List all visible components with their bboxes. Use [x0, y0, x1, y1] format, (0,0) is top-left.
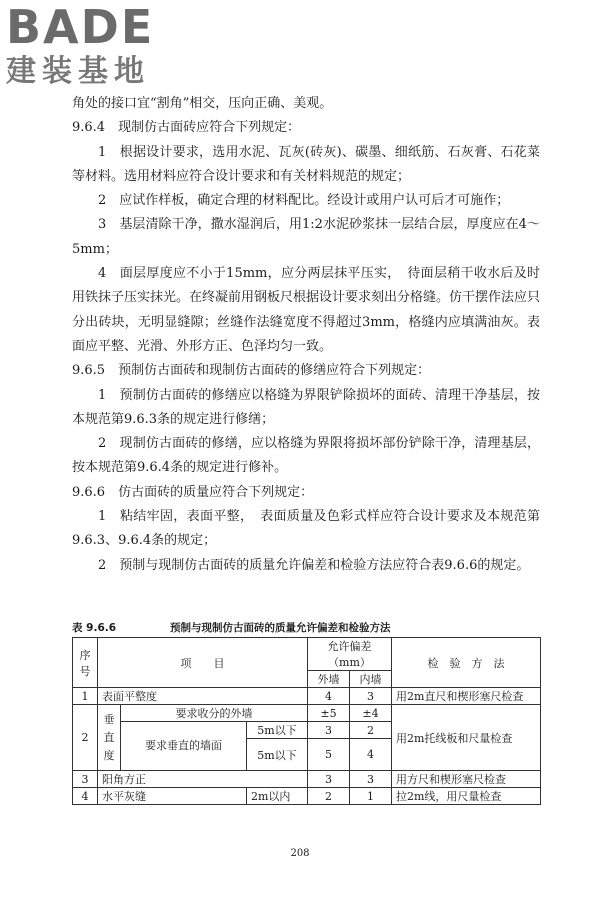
cell-range: 5m以下 [247, 722, 308, 739]
table-header-row [73, 638, 541, 671]
paragraph: 2 应试作样板，确定合理的材料配比。经设计或用户认可后才可施作； [98, 193, 510, 209]
header-seq: 序号 [73, 638, 98, 688]
cell-qualifier: 2m以内 [247, 788, 308, 805]
paragraph: 1 根据设计要求，选用水泥、瓦灰(砖灰)、碳墨、细纸筋、石灰膏、石花菜等材料。选用材料应符合设计要求和有关材料规范的规定； [72, 144, 540, 184]
header-inner: 内墙 [350, 671, 392, 688]
cell-seq: 4 [73, 788, 98, 805]
logo-wordmark: BADE [6, 0, 155, 54]
table-row [73, 771, 541, 788]
cell-item: 要求垂直的墙面 [121, 722, 247, 771]
header-method: 检 验 方 法 [392, 638, 541, 688]
header-tolerance: 允许偏差（mm） [308, 638, 392, 671]
cell-method: 用方尺和楔形塞尺检查 [392, 771, 541, 788]
cell-outer: 5 [308, 739, 350, 771]
cell-outer: 3 [308, 771, 350, 788]
cell-outer: 3 [308, 722, 350, 739]
paragraph: 1 粘结牢固，表面平整， 表面质量及色彩式样应符合设计要求及本规范第9.6.3、9.6.4条的规定； [72, 509, 540, 549]
section-heading-9-6-6: 9.6.6 仿古面砖的质量应符合下列规定： [72, 484, 314, 500]
page-number: 208 [290, 848, 310, 859]
cell-inner: 2 [350, 722, 392, 739]
table-row [73, 705, 541, 722]
cell-inner: 3 [350, 771, 392, 788]
table-number: 表 9.6.6 [72, 622, 117, 634]
bade-logo [6, 2, 186, 90]
cell-inner: 3 [350, 688, 392, 705]
cell-seq: 1 [73, 688, 98, 705]
cell-outer: 2 [308, 788, 350, 805]
cell-method: 拉2m线，用尺量检查 [392, 788, 541, 805]
cell-inner: 1 [350, 788, 392, 805]
paragraph: 1 预制仿古面砖的修缮应以格缝为界限铲除损坏的面砖、清理干净基层，按本规范第9.6.3条的规定进行修缮； [72, 387, 540, 427]
paragraph: 4 面层厚度应不小于15mm，应分两层抹平压实， 待面层稍干收水后及时用铁抹子压实抹光。在终凝前用钢板尺根据设计要求刻出分格缝。仿干摆作法应只分出砖块，无明显缝隙；丝缝作法缝宽度不得超过3mm，格缝内应填满油灰。表面应平整、光滑、外形方正、色泽均匀一致。 [72, 266, 541, 354]
cell-method: 用2m托线板和尺量检查 [392, 705, 541, 771]
cell-outer: 4 [308, 688, 350, 705]
tolerance-table [72, 637, 541, 805]
cell-seq: 2 [73, 705, 98, 771]
cell-item: 表面平整度 [98, 688, 308, 705]
header-outer: 外墙 [308, 671, 350, 688]
cell-group: 垂直度 [98, 705, 121, 771]
table-row [73, 688, 541, 705]
paragraph: 2 现制仿古面砖的修缮，应以格缝为界限将损坏部份铲除干净，清理基层，按本规范第9.6.4条的规定进行修补。 [72, 436, 540, 476]
table-title: 预制与现制仿古面砖的质量允许偏差和检验方法 [170, 622, 391, 634]
cell-outer: ±5 [308, 705, 350, 722]
cell-inner: 4 [350, 739, 392, 771]
cell-method: 用2m直尺和楔形塞尺检查 [392, 688, 541, 705]
table-row [73, 788, 541, 805]
cell-inner: ±4 [350, 705, 392, 722]
section-heading-9-6-4: 9.6.4 现制仿古面砖应符合下列规定： [72, 120, 301, 136]
paragraph: 2 预制与现制仿古面砖的质量允许偏差和检验方法应符合表9.6.6的规定。 [98, 557, 530, 573]
cell-item: 水平灰缝 [98, 788, 247, 805]
logo-subtitle: 建装基地 [6, 54, 150, 89]
table-caption [72, 618, 540, 636]
section-heading-9-6-5: 9.6.5 预制仿古面砖和现制仿古面砖的修缮应符合下列规定： [72, 363, 431, 379]
cell-seq: 3 [73, 771, 98, 788]
paragraph: 角处的接口宜“割角”相交，压向正确、美观。 [72, 96, 333, 111]
header-item: 项 目 [98, 638, 308, 688]
cell-item: 要求收分的外墙 [121, 705, 308, 722]
body-text [72, 92, 540, 578]
cell-range: 5m以下 [247, 739, 308, 771]
paragraph: 3 基层清除干净，撒水湿润后，用1:2水泥砂浆抹一层结合层，厚度应在4～5mm； [72, 217, 540, 257]
cell-item: 阳角方正 [98, 771, 308, 788]
